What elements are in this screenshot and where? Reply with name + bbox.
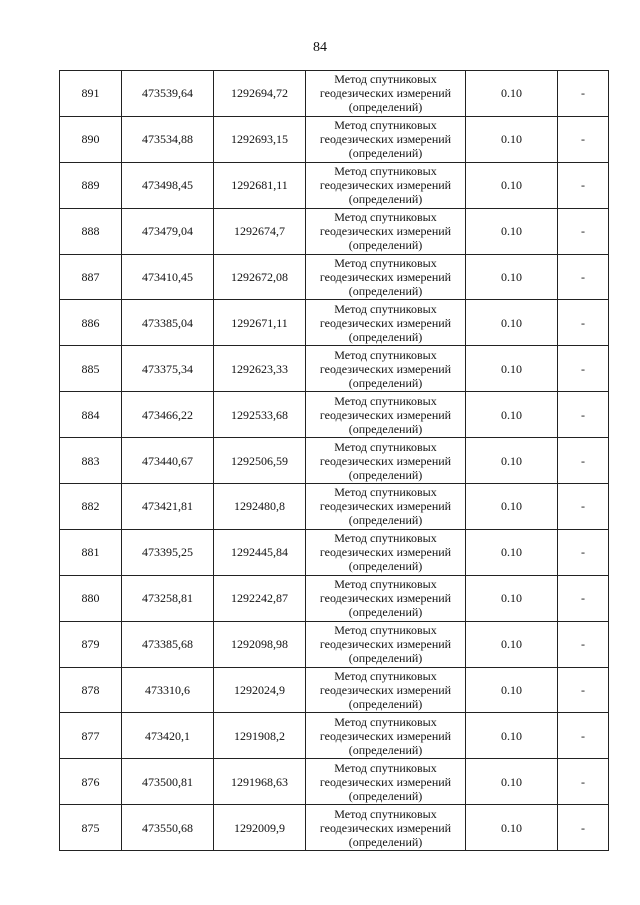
method-line: Метод спутниковых: [334, 623, 437, 638]
method-line: Метод спутниковых: [334, 439, 437, 454]
method-cell: [306, 667, 466, 713]
table-row: [60, 208, 609, 254]
method-line: Метод спутниковых: [334, 531, 437, 546]
method-line: геодезических измерений: [319, 361, 452, 376]
method-cell: [306, 484, 466, 530]
table-row: [60, 162, 609, 208]
table-row: [60, 438, 609, 484]
point-number-cell: 879: [60, 621, 122, 667]
accuracy-cell: 0.10: [466, 162, 558, 208]
table-row: [60, 805, 609, 851]
method-cell: [306, 116, 466, 162]
point-number-cell: 891: [60, 71, 122, 117]
note-cell: -: [558, 529, 609, 575]
accuracy-cell: 0.10: [466, 438, 558, 484]
y-coordinate-cell: 1292694,72: [214, 71, 306, 117]
y-coordinate-cell: 1292672,08: [214, 254, 306, 300]
method-line: Метод спутниковых: [334, 577, 437, 592]
y-coordinate-cell: 1292671,11: [214, 300, 306, 346]
table-row: [60, 759, 609, 805]
method-line: Метод спутниковых: [334, 393, 437, 408]
note-cell: -: [558, 346, 609, 392]
x-coordinate-cell: 473440,67: [122, 438, 214, 484]
note-cell: -: [558, 484, 609, 530]
method-line: (определений): [348, 238, 423, 253]
method-line: Метод спутниковых: [334, 347, 437, 362]
method-cell: [306, 575, 466, 621]
point-number-cell: 886: [60, 300, 122, 346]
table-row: [60, 484, 609, 530]
method-line: (определений): [348, 329, 423, 344]
y-coordinate-cell: 1291968,63: [214, 759, 306, 805]
point-number-cell: 887: [60, 254, 122, 300]
method-line: Метод спутниковых: [334, 714, 437, 729]
note-cell: -: [558, 621, 609, 667]
point-number-cell: 890: [60, 116, 122, 162]
method-line: (определений): [348, 651, 423, 666]
method-cell: [306, 162, 466, 208]
page-number: 84: [313, 40, 327, 55]
method-line: Метод спутниковых: [334, 256, 437, 270]
note-cell: -: [558, 162, 609, 208]
method-line: Метод спутниковых: [334, 760, 437, 775]
y-coordinate-cell: 1292009,9: [214, 805, 306, 851]
table-row: [60, 621, 609, 667]
method-cell: [306, 254, 466, 300]
accuracy-cell: 0.10: [466, 208, 558, 254]
method-line: геодезических измерений: [319, 637, 452, 652]
method-line: Метод спутниковых: [334, 806, 437, 821]
y-coordinate-cell: 1292674,7: [214, 208, 306, 254]
method-line: (определений): [348, 467, 423, 482]
note-cell: -: [558, 759, 609, 805]
method-line: (определений): [348, 192, 423, 207]
point-number-cell: 880: [60, 575, 122, 621]
table-row: [60, 71, 609, 117]
y-coordinate-cell: 1292623,33: [214, 346, 306, 392]
method-line: Метод спутниковых: [334, 669, 437, 684]
note-cell: -: [558, 392, 609, 438]
method-cell: [306, 71, 466, 117]
x-coordinate-cell: 473500,81: [122, 759, 214, 805]
table-body: [60, 71, 609, 851]
accuracy-cell: 0.10: [466, 392, 558, 438]
x-coordinate-cell: 473466,22: [122, 392, 214, 438]
method-cell: [306, 438, 466, 484]
method-line: (определений): [348, 605, 423, 620]
method-line: геодезических измерений: [319, 728, 452, 743]
method-cell: [306, 759, 466, 805]
method-line: геодезических измерений: [319, 178, 452, 193]
table-row: [60, 392, 609, 438]
method-cell: [306, 392, 466, 438]
method-line: геодезических измерений: [319, 683, 452, 698]
accuracy-cell: 0.10: [466, 759, 558, 805]
note-cell: -: [558, 208, 609, 254]
method-line: Метод спутниковых: [334, 301, 437, 316]
point-number-cell: 881: [60, 529, 122, 575]
accuracy-cell: 0.10: [466, 300, 558, 346]
accuracy-cell: 0.10: [466, 116, 558, 162]
method-line: (определений): [348, 421, 423, 436]
method-line: (определений): [348, 146, 423, 161]
method-line: геодезических измерений: [319, 774, 452, 789]
accuracy-cell: 0.10: [466, 346, 558, 392]
method-line: (определений): [348, 513, 423, 528]
method-line: (определений): [348, 100, 423, 115]
method-cell: [306, 300, 466, 346]
table-row: [60, 667, 609, 713]
method-cell: [306, 621, 466, 667]
method-line: геодезических измерений: [319, 407, 452, 422]
method-line: геодезических измерений: [319, 315, 452, 330]
point-number-cell: 882: [60, 484, 122, 530]
point-number-cell: 885: [60, 346, 122, 392]
method-line: геодезических измерений: [319, 591, 452, 606]
note-cell: -: [558, 71, 609, 117]
x-coordinate-cell: 473534,88: [122, 116, 214, 162]
note-cell: -: [558, 575, 609, 621]
x-coordinate-cell: 473421,81: [122, 484, 214, 530]
method-line: геодезических измерений: [319, 499, 452, 514]
table-row: [60, 116, 609, 162]
y-coordinate-cell: 1292024,9: [214, 667, 306, 713]
note-cell: -: [558, 254, 609, 300]
point-number-cell: 888: [60, 208, 122, 254]
method-line: Метод спутниковых: [334, 210, 437, 225]
accuracy-cell: 0.10: [466, 805, 558, 851]
method-line: (определений): [348, 697, 423, 712]
note-cell: -: [558, 116, 609, 162]
note-cell: -: [558, 300, 609, 346]
table-row: [60, 300, 609, 346]
table-row: [60, 529, 609, 575]
x-coordinate-cell: 473375,34: [122, 346, 214, 392]
method-cell: [306, 346, 466, 392]
method-cell: [306, 713, 466, 759]
y-coordinate-cell: 1292480,8: [214, 484, 306, 530]
accuracy-cell: 0.10: [466, 621, 558, 667]
method-line: геодезических измерений: [319, 224, 452, 239]
table-row: [60, 346, 609, 392]
accuracy-cell: 0.10: [466, 667, 558, 713]
note-cell: -: [558, 438, 609, 484]
y-coordinate-cell: 1292242,87: [214, 575, 306, 621]
method-line: геодезических измерений: [319, 132, 452, 147]
note-cell: -: [558, 667, 609, 713]
x-coordinate-cell: 473385,04: [122, 300, 214, 346]
method-line: геодезических измерений: [319, 86, 452, 101]
note-cell: -: [558, 805, 609, 851]
method-line: Метод спутниковых: [334, 485, 437, 500]
x-coordinate-cell: 473410,45: [122, 254, 214, 300]
accuracy-cell: 0.10: [466, 529, 558, 575]
x-coordinate-cell: 473258,81: [122, 575, 214, 621]
x-coordinate-cell: 473420,1: [122, 713, 214, 759]
x-coordinate-cell: 473310,6: [122, 667, 214, 713]
method-line: (определений): [348, 788, 423, 803]
y-coordinate-cell: 1291908,2: [214, 713, 306, 759]
y-coordinate-cell: 1292693,15: [214, 116, 306, 162]
accuracy-cell: 0.10: [466, 575, 558, 621]
x-coordinate-cell: 473479,04: [122, 208, 214, 254]
method-line: геодезических измерений: [319, 453, 452, 468]
y-coordinate-cell: 1292533,68: [214, 392, 306, 438]
y-coordinate-cell: 1292681,11: [214, 162, 306, 208]
method-line: геодезических измерений: [319, 270, 452, 284]
method-line: Метод спутниковых: [334, 164, 437, 179]
x-coordinate-cell: 473539,64: [122, 71, 214, 117]
method-line: (определений): [348, 834, 423, 849]
method-line: (определений): [348, 742, 423, 757]
point-number-cell: 878: [60, 667, 122, 713]
accuracy-cell: 0.10: [466, 484, 558, 530]
x-coordinate-cell: 473395,25: [122, 529, 214, 575]
accuracy-cell: 0.10: [466, 254, 558, 300]
table-row: [60, 254, 609, 300]
method-line: (определений): [348, 284, 423, 298]
note-cell: -: [558, 713, 609, 759]
y-coordinate-cell: 1292445,84: [214, 529, 306, 575]
x-coordinate-cell: 473550,68: [122, 805, 214, 851]
accuracy-cell: 0.10: [466, 713, 558, 759]
point-number-cell: 877: [60, 713, 122, 759]
point-number-cell: 884: [60, 392, 122, 438]
y-coordinate-cell: 1292098,98: [214, 621, 306, 667]
x-coordinate-cell: 473498,45: [122, 162, 214, 208]
method-cell: [306, 529, 466, 575]
table-row: [60, 713, 609, 759]
x-coordinate-cell: 473385,68: [122, 621, 214, 667]
coordinates-table: [59, 70, 609, 851]
method-line: (определений): [348, 375, 423, 390]
method-cell: [306, 208, 466, 254]
point-number-cell: 876: [60, 759, 122, 805]
y-coordinate-cell: 1292506,59: [214, 438, 306, 484]
point-number-cell: 883: [60, 438, 122, 484]
point-number-cell: 875: [60, 805, 122, 851]
method-line: (определений): [348, 559, 423, 574]
method-line: Метод спутниковых: [334, 118, 437, 133]
table-row: [60, 575, 609, 621]
method-line: геодезических измерений: [319, 820, 452, 835]
method-cell: [306, 805, 466, 851]
accuracy-cell: 0.10: [466, 71, 558, 117]
method-line: геодезических измерений: [319, 545, 452, 560]
method-line: Метод спутниковых: [334, 72, 437, 87]
point-number-cell: 889: [60, 162, 122, 208]
